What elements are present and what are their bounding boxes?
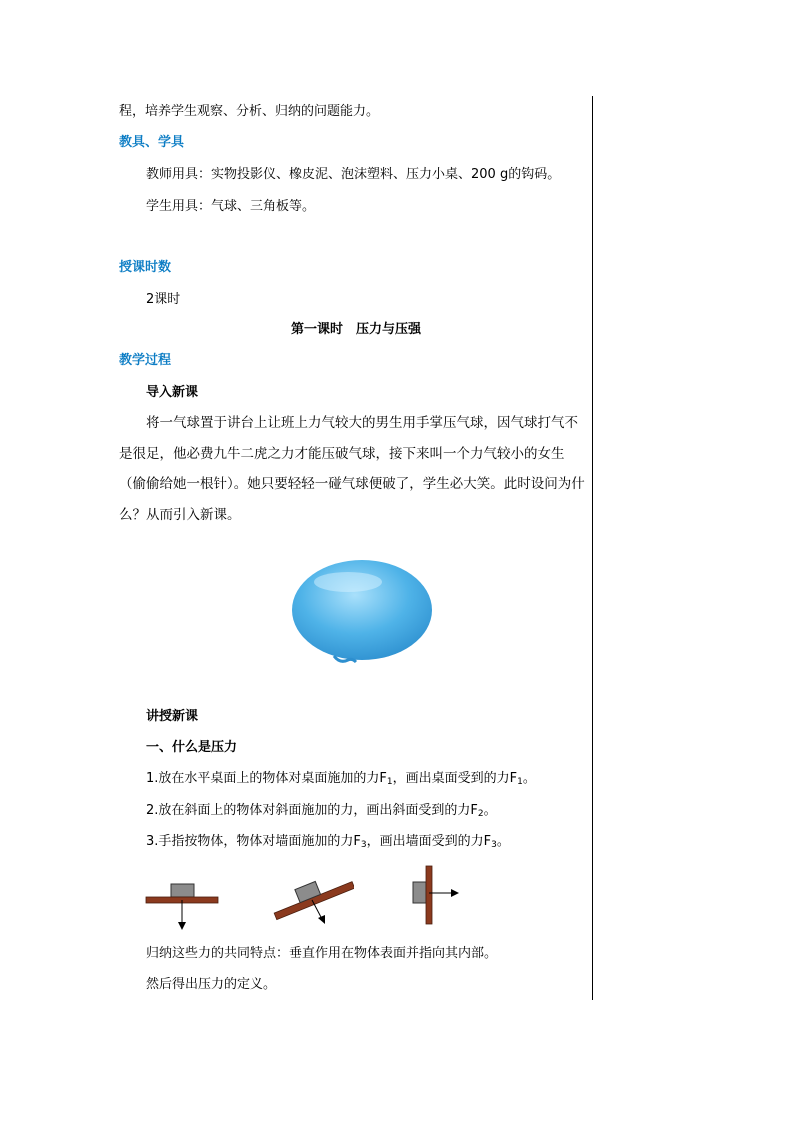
item-1-sub-a: 1 [386, 777, 393, 787]
item-3 [146, 833, 510, 854]
margin-line [592, 96, 593, 1000]
horizontal-surface-figure [144, 880, 220, 932]
continued-line: 程，培养学生观察、分析、归纳的问题能力。 [119, 104, 380, 119]
lesson-title: 第一课时 压力与压强 [291, 322, 422, 337]
item-3-sub-a: 3 [360, 840, 367, 850]
student-tools: 学生用具：气球、三角板等。 [146, 199, 316, 214]
section1-heading: 一、什么是压力 [146, 740, 238, 755]
item-3-text-a: 3.手指按物体，物体对墙面施加的力F [146, 834, 361, 849]
hours-heading: 授课时数 [119, 260, 172, 275]
item-1-text-c: 。 [522, 771, 536, 786]
teacher-tools: 教师用具：实物投影仪、橡皮泥、泡沫塑料、压力小桌、200 g的钩码。 [146, 167, 561, 182]
item-2-sub: 2 [477, 809, 484, 819]
item-1 [146, 770, 536, 791]
item-2-text-b: 。 [483, 803, 497, 818]
conclusion-text: 然后得出压力的定义。 [146, 977, 277, 992]
intro-paragraph [119, 408, 589, 530]
summary-text: 归纳这些力的共同特点：垂直作用在物体表面并指向其内部。 [146, 946, 498, 961]
item-3-sub-b: 3 [491, 840, 497, 850]
item-3-text-c: 。 [496, 834, 510, 849]
item-1-sub-b: 1 [517, 777, 523, 787]
tools-heading: 教具、学具 [119, 135, 185, 150]
item-2 [146, 802, 497, 823]
item-1-text-a: 1.放在水平桌面上的物体对桌面施加的力F [146, 771, 387, 786]
balloon-image [288, 556, 438, 674]
inclined-surface-figure [270, 874, 354, 926]
wall-surface-figure [408, 864, 462, 926]
teach-heading: 讲授新课 [146, 709, 199, 724]
intro-heading: 导入新课 [146, 385, 199, 400]
item-2-text-a: 2.放在斜面上的物体对斜面施加的力，画出斜面受到的力F [146, 803, 478, 818]
hours-value: 2课时 [146, 292, 181, 307]
item-3-text-b: ，画出墙面受到的力F [366, 834, 492, 849]
process-heading: 教学过程 [119, 353, 172, 368]
item-1-text-b: ，画出桌面受到的力F [392, 771, 518, 786]
intro-text: 将一气球置于讲台上让班上力气较大的男生用手掌压气球，因气球打气不是很足，他必费九牛二虎之力才能压破气球，接下来叫一个力气较小的女生（偷偷给她一根针）。她只要轻轻一碰气球便破了，学生必大笑。此时设问为什么？从而引入新课。 [119, 415, 585, 523]
